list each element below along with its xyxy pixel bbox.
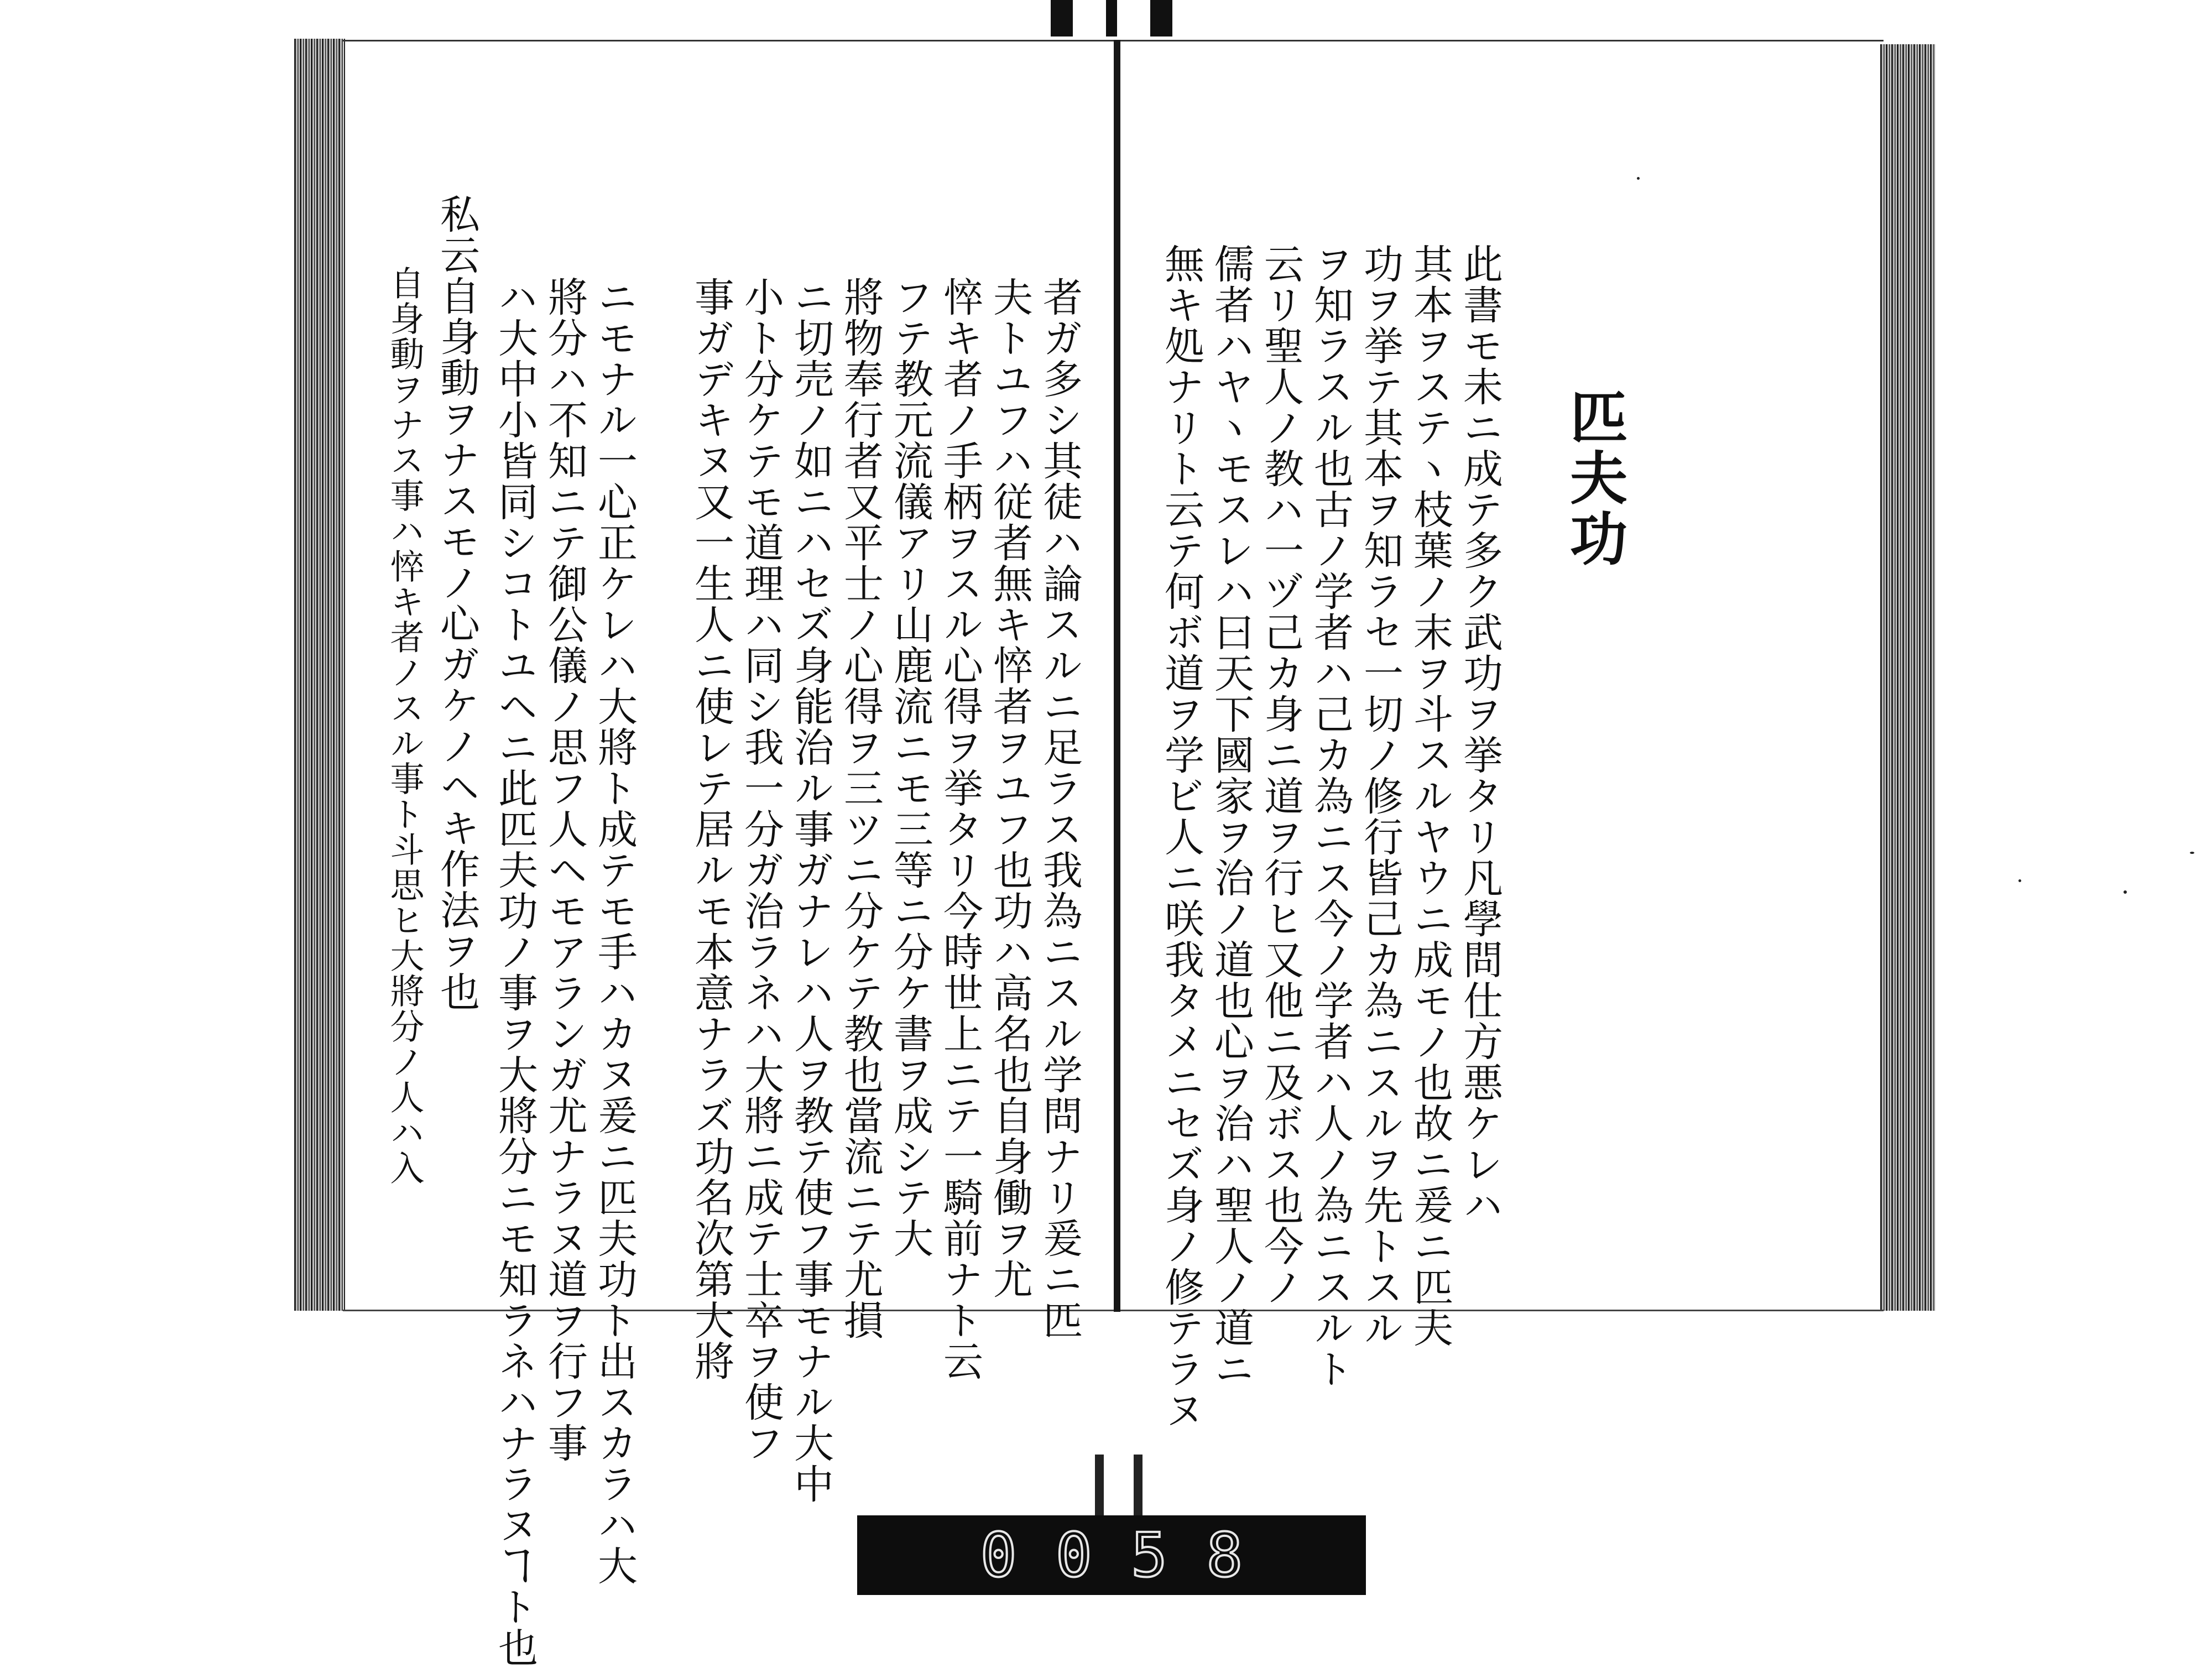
page-stack-edge-right bbox=[1880, 44, 1936, 1311]
left-page-column-10: 將分ハ不知ニテ御公儀ノ思フ人ヘモアランガ尤ナラヌ道ヲ行フ事 bbox=[541, 277, 588, 1463]
left-page-column-5: 將物奉行者又平士ノ心得ヲ三ツニ分ケテ教也當流ニテ尤損 bbox=[837, 277, 884, 1341]
left-page-column-2: 夫トユフハ従者無キ悴者ヲユフ也功ハ高名也自身働ヲ尤 bbox=[987, 277, 1033, 1300]
page-stack-edge-left bbox=[294, 39, 345, 1311]
right-page-column-1: 此書モ未ニ成テ多ク武功ヲ挙タリ凡學問仕方悪ケレハ bbox=[1457, 243, 1503, 1226]
left-page-column-4: フテ教元流儀アリ山鹿流ニモ三等ニ分ケ書ヲ成シテ大 bbox=[887, 277, 933, 1259]
left-page-column-11: ハ大中小皆同シコトユヘニ此匹夫功ノ事ヲ大將分ニモ知ラネハナラヌヿト也 bbox=[492, 277, 538, 1668]
right-page-column-4: ヲ知ラスル也古ノ学者ハ己カ為ニス今ノ学者ハ人ノ為ニスルト bbox=[1307, 243, 1354, 1389]
note-body: 自身動ヲナス事ハ悴キ者ノスル事ト斗思ヒ大將分ノ人ハ入 bbox=[384, 265, 425, 1186]
right-page-column-6: 儒者ハヤヽモスレハ曰天下國家ヲ治ノ道也心ヲ治ハ聖人ノ道ニ bbox=[1208, 243, 1254, 1389]
left-page-top-edge bbox=[343, 40, 1114, 41]
folio-number: 0058 bbox=[980, 1520, 1282, 1591]
left-page-column-9: ニモナル一心正ケレハ大將ト成テモ手ハカヌ爰ニ匹夫功ト出スカラハ大 bbox=[591, 277, 638, 1586]
right-page-column-2: 其本ヲステヽ枝葉ノ末ヲ斗スルヤウニ成モノ也故ニ爰ニ匹夫 bbox=[1407, 243, 1453, 1348]
left-page-column-3: 悴キ者ノ手柄ヲスル心得ヲ挙タリ今時世上ニテ一騎前ナト云 bbox=[937, 277, 983, 1382]
right-page-column-5: 云リ聖人ノ教ハ一ヅ己カ身ニ道ヲ行ヒ又他ニ及ボス也今ノ bbox=[1258, 243, 1304, 1307]
left-page-column-8: 事ガデキヌ又一生人ニ使レテ居ルモ本意ナラズ功名次第大將 bbox=[688, 277, 734, 1382]
scan-speck bbox=[2018, 879, 2021, 882]
right-page-column-3: 功ヲ挙テ其本ヲ知ラセ一切ノ修行皆己カ為ニスルヲ先トスル bbox=[1357, 243, 1404, 1348]
left-page-column-6: ニ切売ノ如ニハセズ身能治ル事ガナレハ人ヲ教テ使フ事モナル大中 bbox=[787, 277, 834, 1504]
scan-speck bbox=[2124, 890, 2127, 894]
right-page-column-7: 無キ処ナリト云テ何ボ道ヲ学ビ人ニ咲我タメニセズ身ノ修テラヌ bbox=[1158, 243, 1204, 1430]
binding-clip-top bbox=[1051, 0, 1172, 37]
left-page-column-7: 小ト分ケテモ道理ハ同シ我一分ガ治ラネハ大將ニ成テ士卒ヲ使フ bbox=[738, 277, 784, 1463]
binding-post bbox=[1134, 1455, 1142, 1521]
right-page-top-edge bbox=[1120, 40, 1884, 41]
section-heading: 匹夫功 bbox=[1560, 387, 1628, 570]
folio-stamp bbox=[857, 1515, 1366, 1595]
scan-speck bbox=[2190, 852, 2194, 854]
book-gutter bbox=[1114, 40, 1120, 1312]
left-page-column-1: 者ガ多シ其徒ハ論スルニ足ラス我為ニスル学問ナリ爰ニ匹 bbox=[1036, 277, 1083, 1341]
binding-post bbox=[1095, 1455, 1104, 1521]
scan-speck bbox=[1637, 177, 1640, 180]
note-heading: 私云自身動ヲナスモノ心ガケノヘキ作法ヲ也 bbox=[434, 194, 480, 1012]
